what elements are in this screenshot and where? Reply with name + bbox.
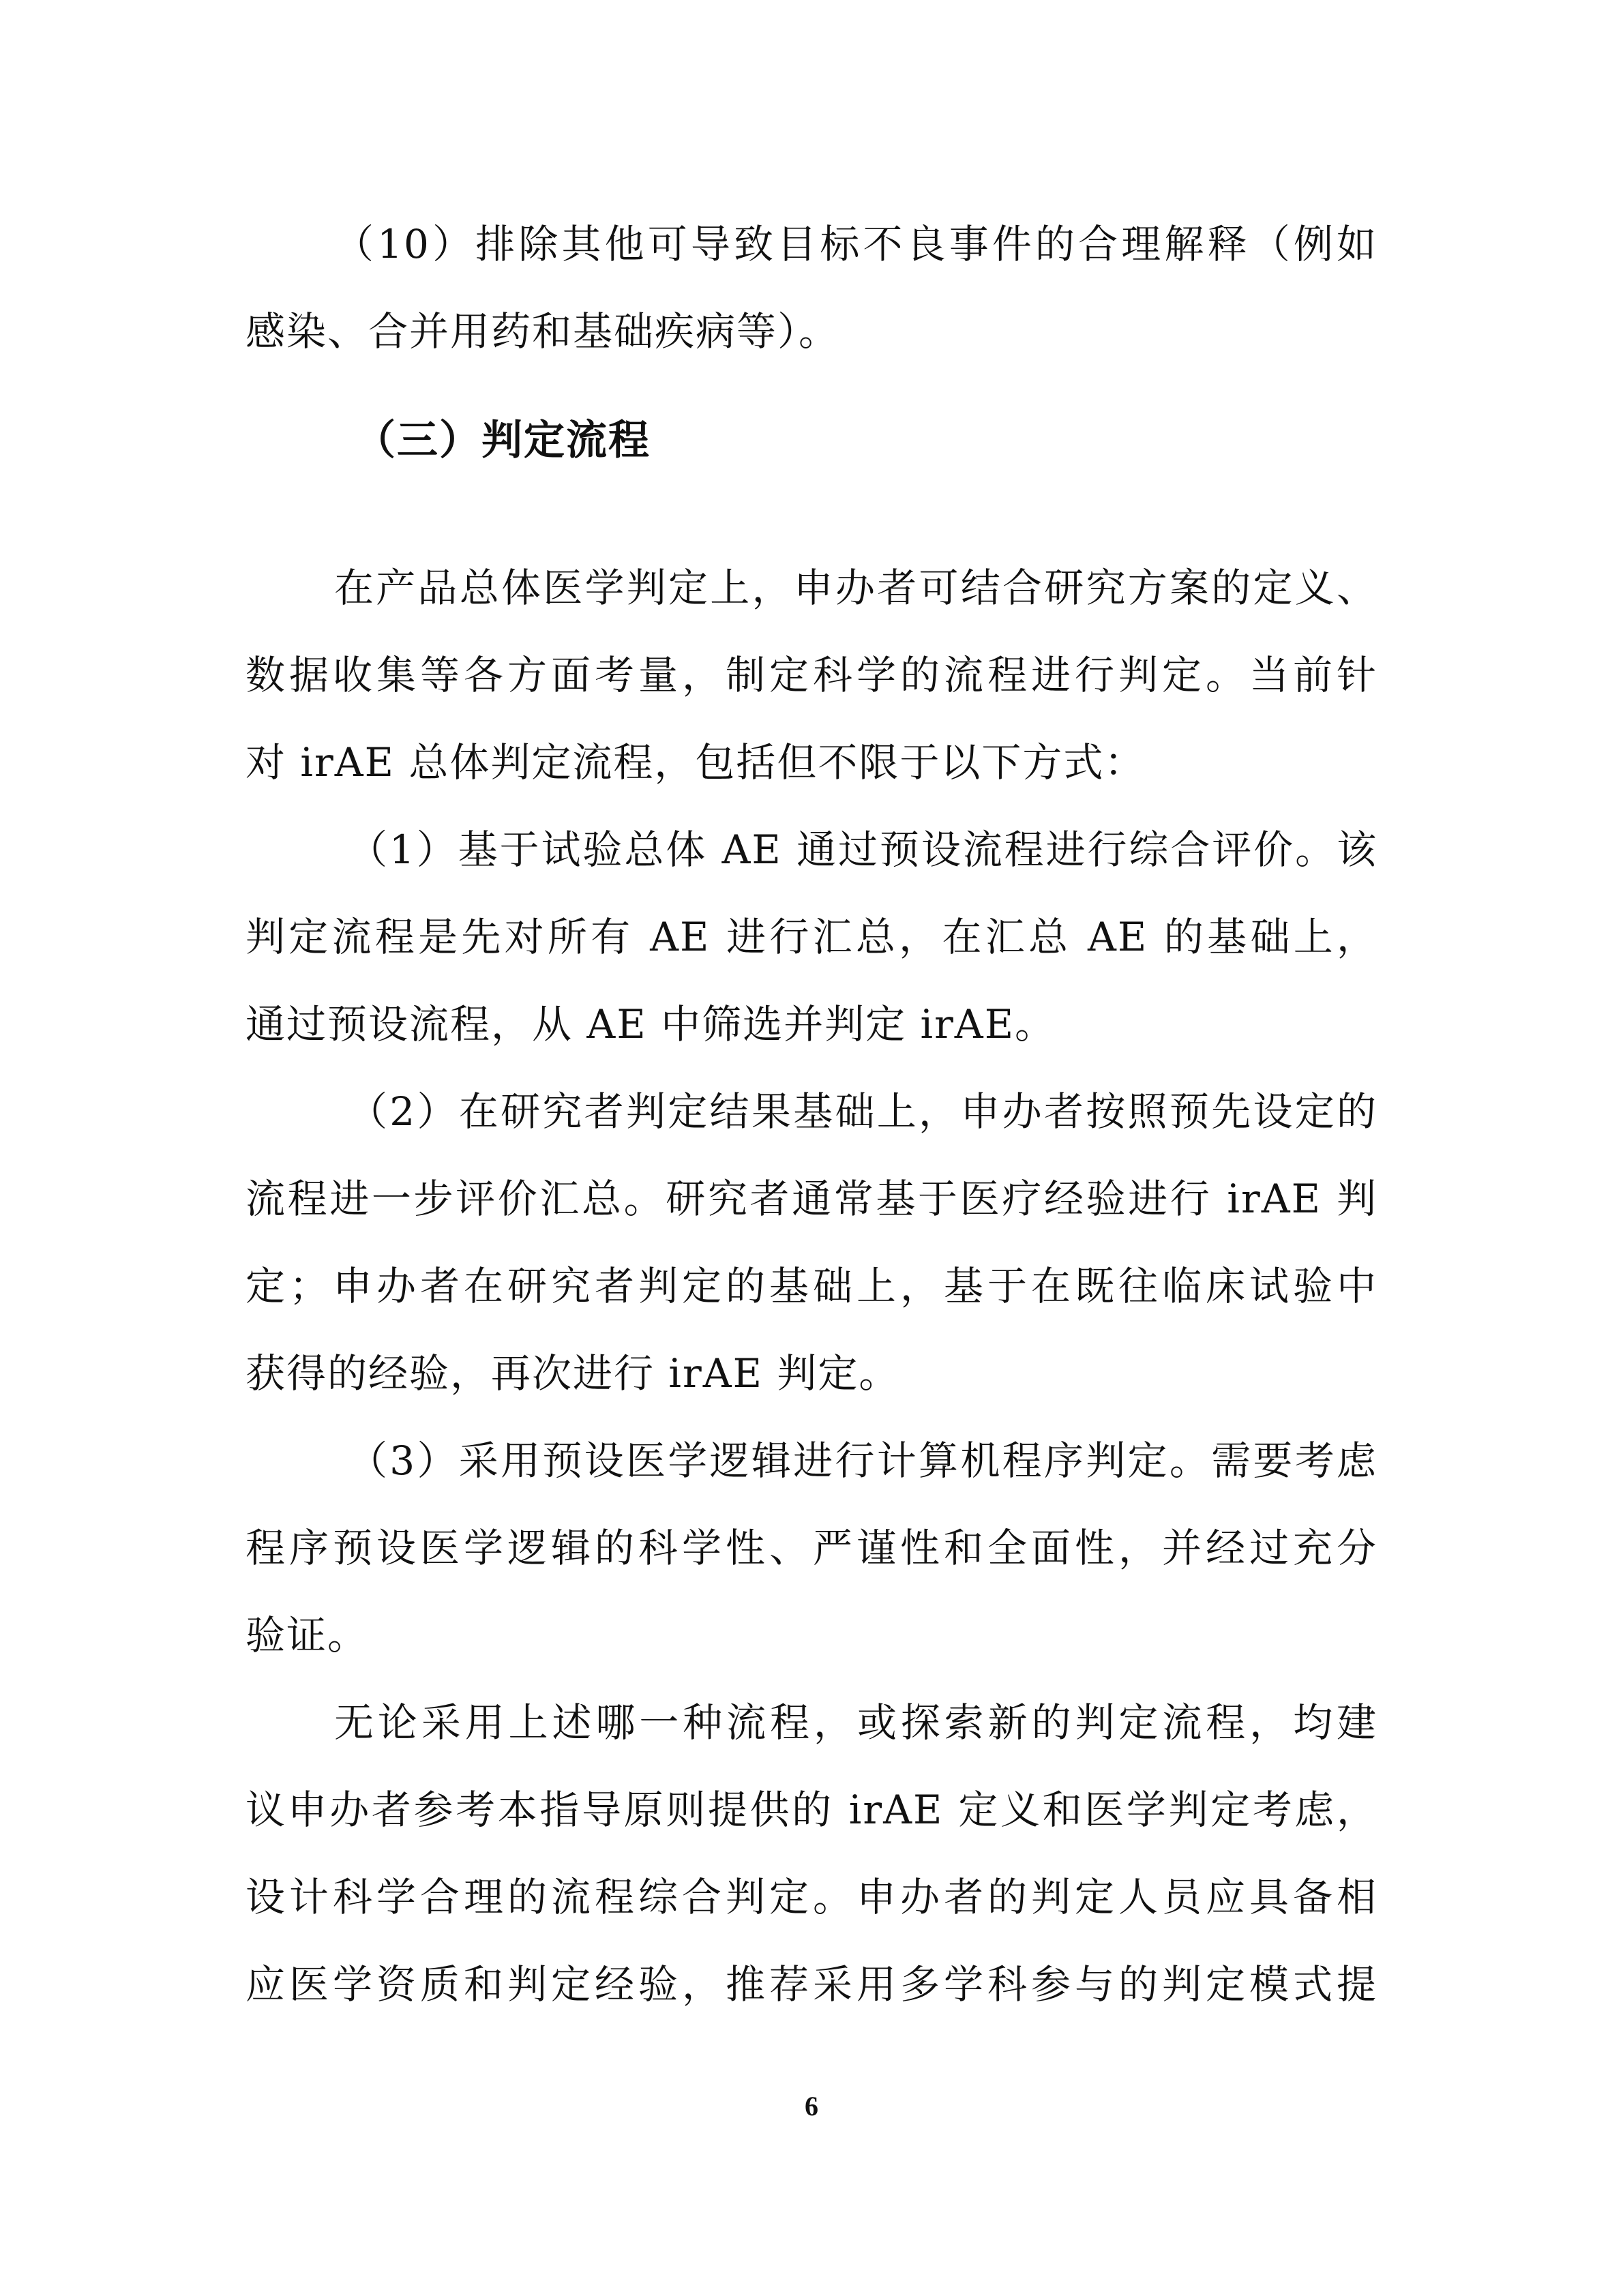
intro-line-3: 对 irAE 总体判定流程，包括但不限于以下方式：: [245, 739, 1146, 786]
intro-line-2: 数据收集等各方面考量，制定科学的流程进行判定。当前针: [245, 652, 1378, 698]
method-3-line-1: （3）采用预设医学逻辑进行计算机程序判定。需要考虑: [348, 1437, 1378, 1484]
section-heading: （三）判定流程: [355, 417, 651, 464]
method-1-line-1: （1）基于试验总体 AE 通过预设流程进行综合评价。该: [348, 826, 1378, 873]
conclusion-line-4: 应医学资质和判定经验，推荐采用多学科参与的判定模式提: [245, 1961, 1378, 2008]
method-2-line-2: 流程进一步评价汇总。研究者通常基于医疗经验进行 irAE 判: [245, 1176, 1378, 1222]
intro-line-1: 在产品总体医学判定上，申办者可结合研究方案的定义、: [334, 565, 1378, 611]
method-2-line-4: 获得的经验，再次进行 irAE 判定。: [245, 1350, 900, 1397]
item-10-line-1: （10）排除其他可导致目标不良事件的合理解释（例如: [334, 221, 1378, 267]
item-10-line-2: 感染、合并用药和基础疾病等）。: [245, 308, 840, 355]
conclusion-line-2: 议申办者参考本指导原则提供的 irAE 定义和医学判定考虑，: [245, 1787, 1378, 1833]
method-1-line-3: 通过预设流程，从 AE 中筛选并判定 irAE。: [245, 1001, 1056, 1047]
method-2-line-3: 定；申办者在研究者判定的基础上，基于在既往临床试验中: [245, 1263, 1378, 1309]
page-number: 6: [805, 2091, 818, 2121]
method-1-line-2: 判定流程是先对所有 AE 进行汇总，在汇总 AE 的基础上，: [245, 914, 1378, 960]
method-3-line-3: 验证。: [245, 1612, 369, 1658]
conclusion-line-3: 设计科学合理的流程综合判定。申办者的判定人员应具备相: [245, 1874, 1378, 1920]
conclusion-line-1: 无论采用上述哪一种流程，或探索新的判定流程，均建: [334, 1699, 1378, 1746]
method-2-line-1: （2）在研究者判定结果基础上，申办者按照预先设定的: [348, 1088, 1378, 1135]
method-3-line-2: 程序预设医学逻辑的科学性、严谨性和全面性，并经过充分: [245, 1525, 1378, 1571]
